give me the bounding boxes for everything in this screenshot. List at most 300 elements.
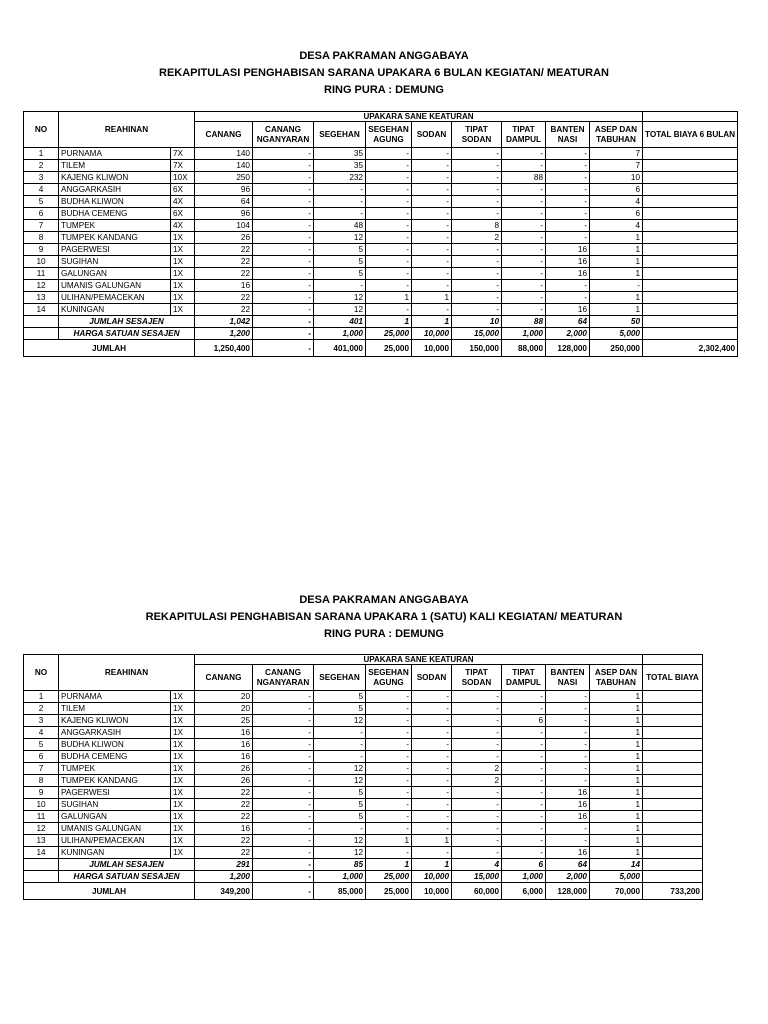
row-frequency: 1X — [171, 811, 195, 823]
row-value: - — [502, 763, 546, 775]
row-value: - — [366, 244, 412, 256]
row-value: - — [253, 787, 314, 799]
table-row — [24, 304, 738, 316]
row-total-empty — [643, 220, 738, 232]
jumlah-value: 349,200 — [195, 883, 253, 900]
row-total-empty — [643, 292, 738, 304]
row-value: - — [546, 715, 590, 727]
row-value: 2 — [452, 763, 502, 775]
table-row — [24, 232, 738, 244]
harga-satuan-value: - — [253, 328, 314, 340]
row-value: 12 — [314, 304, 366, 316]
row-frequency: 4X — [171, 196, 195, 208]
row-value: 1 — [590, 787, 643, 799]
header-rerahinan: REAHINAN — [59, 112, 195, 148]
header-col-5: TIPAT SODAN — [452, 665, 502, 691]
row-total-empty — [643, 847, 703, 859]
row-no: 13 — [24, 835, 59, 847]
row-name: TUMPEK KANDANG — [59, 232, 171, 244]
jumlah-row — [24, 340, 738, 357]
row-total-empty — [643, 691, 703, 703]
temple-title: RING PURA : DEMUNG — [324, 628, 444, 640]
table-row — [24, 172, 738, 184]
header-col-2: SEGEHAN — [314, 122, 366, 148]
header-col-6: TIPAT DAMPUL — [502, 122, 546, 148]
jumlah-value: 10,000 — [412, 883, 452, 900]
harga-satuan-value: 25,000 — [366, 328, 412, 340]
jumlah-sesajen-value: 88 — [502, 316, 546, 328]
row-value: 1 — [590, 763, 643, 775]
row-value: - — [412, 304, 452, 316]
row-name: BUDHA CEMENG — [59, 751, 171, 763]
row-value: - — [366, 208, 412, 220]
row-value: 140 — [195, 148, 253, 160]
row-no: 6 — [24, 208, 59, 220]
jumlah-value: 10,000 — [412, 340, 452, 357]
row-name: KAJENG KLIWON — [59, 172, 171, 184]
row-value: - — [412, 751, 452, 763]
row-value: - — [452, 172, 502, 184]
row-name: PURNAMA — [59, 691, 171, 703]
jumlah-sesajen-value: 64 — [546, 859, 590, 871]
row-value: 1 — [590, 811, 643, 823]
row-value: - — [452, 811, 502, 823]
row-value: - — [546, 703, 590, 715]
row-value: 1 — [590, 835, 643, 847]
table-row — [24, 751, 703, 763]
row-name: GALUNGAN — [59, 268, 171, 280]
header-col-7: BANTEN NASI — [546, 665, 590, 691]
row-value: 16 — [546, 256, 590, 268]
row-no: 1 — [24, 691, 59, 703]
row-frequency: 1X — [171, 715, 195, 727]
header-col-5: TIPAT SODAN — [452, 122, 502, 148]
row-value: - — [412, 220, 452, 232]
header-no: NO — [24, 655, 59, 691]
row-value: - — [502, 751, 546, 763]
row-value: - — [314, 196, 366, 208]
header-col-0: CANANG — [195, 665, 253, 691]
org-title: DESA PAKRAMAN ANGGABAYA — [299, 50, 469, 62]
table-row — [24, 292, 738, 304]
row-value: 35 — [314, 160, 366, 172]
row-value: - — [412, 811, 452, 823]
row-value: 1 — [590, 727, 643, 739]
jumlah-label: JUMLAH — [24, 883, 195, 900]
row-value: - — [502, 148, 546, 160]
table-row — [24, 208, 738, 220]
jumlah-sesajen-value: 85 — [314, 859, 366, 871]
harga-satuan-value: 15,000 — [452, 328, 502, 340]
row-value: - — [412, 775, 452, 787]
harga-satuan-value: 1,200 — [195, 871, 253, 883]
row-value: - — [366, 304, 412, 316]
recap-table — [23, 654, 703, 900]
row-value: 16 — [195, 280, 253, 292]
row-value: 16 — [546, 304, 590, 316]
table-row — [24, 811, 703, 823]
header-col-4: SODAN — [412, 665, 452, 691]
row-value: 22 — [195, 268, 253, 280]
table-row — [24, 775, 703, 787]
header-total-top — [643, 655, 703, 665]
row-value: - — [502, 196, 546, 208]
row-value: - — [546, 208, 590, 220]
table-row — [24, 847, 703, 859]
row-value: - — [253, 292, 314, 304]
jumlah-value: 1,250,400 — [195, 340, 253, 357]
row-value: - — [253, 811, 314, 823]
header-col-4: SODAN — [412, 122, 452, 148]
row-value: - — [412, 208, 452, 220]
row-value: - — [502, 727, 546, 739]
row-value: - — [546, 775, 590, 787]
row-value: - — [452, 280, 502, 292]
harga-satuan-value: 1,200 — [195, 328, 253, 340]
harga-satuan-value: 2,000 — [546, 871, 590, 883]
row-value: - — [502, 835, 546, 847]
row-value: - — [253, 703, 314, 715]
row-value: - — [366, 799, 412, 811]
row-value: - — [412, 244, 452, 256]
row-total-empty — [643, 184, 738, 196]
row-value: - — [546, 823, 590, 835]
row-no: 1 — [24, 148, 59, 160]
row-no: 7 — [24, 763, 59, 775]
row-value: - — [366, 739, 412, 751]
row-value: - — [253, 256, 314, 268]
row-value: - — [546, 160, 590, 172]
empty-cell — [24, 871, 59, 883]
jumlah-row — [24, 883, 703, 900]
row-value: 1 — [590, 232, 643, 244]
jumlah-sesajen-label: JUMLAH SESAJEN — [59, 859, 195, 871]
row-value: 96 — [195, 184, 253, 196]
row-value: - — [366, 691, 412, 703]
row-no: 12 — [24, 823, 59, 835]
row-frequency: 1X — [171, 292, 195, 304]
row-value: - — [253, 208, 314, 220]
empty-cell — [24, 328, 59, 340]
row-no: 10 — [24, 799, 59, 811]
row-value: - — [366, 847, 412, 859]
row-value: 16 — [546, 268, 590, 280]
row-value: 6 — [590, 208, 643, 220]
grand-total: 733,200 — [643, 883, 703, 900]
row-value: 5 — [314, 799, 366, 811]
jumlah-sesajen-value: 1 — [412, 859, 452, 871]
row-value: 16 — [546, 847, 590, 859]
jumlah-label: JUMLAH — [24, 340, 195, 357]
row-value: - — [502, 304, 546, 316]
row-value: - — [502, 775, 546, 787]
row-value: - — [452, 727, 502, 739]
row-value: 5 — [314, 787, 366, 799]
row-value: - — [546, 727, 590, 739]
empty-cell — [643, 871, 703, 883]
row-value: 12 — [314, 232, 366, 244]
row-value: - — [502, 823, 546, 835]
row-value: - — [253, 268, 314, 280]
row-no: 11 — [24, 811, 59, 823]
row-value: 16 — [195, 739, 253, 751]
row-value: 12 — [314, 763, 366, 775]
row-value: 12 — [314, 775, 366, 787]
row-value: - — [253, 715, 314, 727]
row-frequency: 7X — [171, 148, 195, 160]
row-value: 26 — [195, 775, 253, 787]
row-value: - — [412, 196, 452, 208]
row-no: 5 — [24, 196, 59, 208]
jumlah-value: 128,000 — [546, 340, 590, 357]
row-value: 22 — [195, 847, 253, 859]
row-value: 5 — [314, 268, 366, 280]
row-value: 64 — [195, 196, 253, 208]
row-value: - — [546, 691, 590, 703]
row-no: 8 — [24, 775, 59, 787]
row-value: - — [502, 184, 546, 196]
empty-cell — [24, 316, 59, 328]
report-title: REKAPITULASI PENGHABISAN SARANA UPAKARA 6 BULAN KEGIATAN/ MEATURAN — [159, 67, 609, 79]
row-no: 14 — [24, 847, 59, 859]
row-value: - — [452, 244, 502, 256]
jumlah-sesajen-value: 1 — [366, 316, 412, 328]
table-row — [24, 220, 738, 232]
row-value: 1 — [590, 304, 643, 316]
row-value: 16 — [546, 811, 590, 823]
row-value: - — [546, 292, 590, 304]
row-value: - — [452, 256, 502, 268]
row-value: - — [412, 691, 452, 703]
row-name: KUNINGAN — [59, 847, 171, 859]
row-value: - — [452, 799, 502, 811]
harga-satuan-value: 1,000 — [314, 328, 366, 340]
row-value: - — [314, 739, 366, 751]
row-value: - — [452, 196, 502, 208]
row-total-empty — [643, 208, 738, 220]
jumlah-sesajen-value: 64 — [546, 316, 590, 328]
row-value: - — [253, 835, 314, 847]
row-value: - — [253, 304, 314, 316]
table-row — [24, 823, 703, 835]
row-value: - — [366, 811, 412, 823]
row-value: - — [253, 232, 314, 244]
header-total-top — [643, 112, 738, 122]
table-row — [24, 763, 703, 775]
row-value: - — [366, 220, 412, 232]
header-upakara-group: UPAKARA SANE KEATURAN — [195, 655, 643, 665]
row-value: 1 — [590, 292, 643, 304]
row-value: - — [546, 196, 590, 208]
header-col-2: SEGEHAN — [314, 665, 366, 691]
row-value: 1 — [590, 847, 643, 859]
row-value: 20 — [195, 691, 253, 703]
row-total-empty — [643, 232, 738, 244]
row-value: - — [412, 739, 452, 751]
jumlah-sesajen-row — [24, 316, 738, 328]
row-total-empty — [643, 739, 703, 751]
row-value: 6 — [502, 715, 546, 727]
jumlah-sesajen-value: 4 — [452, 859, 502, 871]
harga-satuan-value: - — [253, 871, 314, 883]
row-total-empty — [643, 811, 703, 823]
row-value: - — [502, 691, 546, 703]
jumlah-sesajen-value: 6 — [502, 859, 546, 871]
row-value: - — [366, 148, 412, 160]
row-value: - — [314, 184, 366, 196]
header-col-0: CANANG — [195, 122, 253, 148]
header-total: TOTAL BIAYA 6 BULAN — [643, 122, 738, 148]
row-value: - — [253, 220, 314, 232]
table-row — [24, 739, 703, 751]
row-value: 22 — [195, 799, 253, 811]
row-name: ANGGARKASIH — [59, 727, 171, 739]
jumlah-value: - — [253, 883, 314, 900]
jumlah-sesajen-value: 1 — [412, 316, 452, 328]
header-col-3: SEGEHAN AGUNG — [366, 665, 412, 691]
row-no: 7 — [24, 220, 59, 232]
header-upakara-group: UPAKARA SANE KEATURAN — [195, 112, 643, 122]
row-value: - — [502, 208, 546, 220]
row-value: - — [412, 703, 452, 715]
row-total-empty — [643, 787, 703, 799]
row-value: - — [452, 787, 502, 799]
row-name: PAGERWESI — [59, 787, 171, 799]
row-total-empty — [643, 715, 703, 727]
header-col-1: CANANG NGANYARAN — [253, 122, 314, 148]
row-value: - — [546, 220, 590, 232]
row-no: 10 — [24, 256, 59, 268]
row-value: - — [253, 691, 314, 703]
row-no: 13 — [24, 292, 59, 304]
row-value: 1 — [590, 799, 643, 811]
harga-satuan-value: 10,000 — [412, 328, 452, 340]
row-value: - — [546, 751, 590, 763]
header-col-1: CANANG NGANYARAN — [253, 665, 314, 691]
row-value: - — [546, 739, 590, 751]
table-row — [24, 727, 703, 739]
row-value: 1 — [590, 715, 643, 727]
row-no: 6 — [24, 751, 59, 763]
row-total-empty — [643, 823, 703, 835]
jumlah-sesajen-value: 401 — [314, 316, 366, 328]
row-no: 2 — [24, 703, 59, 715]
row-value: 1 — [590, 691, 643, 703]
row-name: PAGERWESI — [59, 244, 171, 256]
row-value: - — [366, 751, 412, 763]
row-value: - — [412, 727, 452, 739]
row-value: 5 — [314, 244, 366, 256]
row-value: 1 — [366, 835, 412, 847]
row-value: 1 — [590, 244, 643, 256]
row-value: 1 — [590, 739, 643, 751]
row-value: - — [253, 739, 314, 751]
row-value: - — [452, 739, 502, 751]
row-value: 16 — [546, 799, 590, 811]
row-value: - — [452, 292, 502, 304]
row-frequency: 1X — [171, 835, 195, 847]
row-value: - — [502, 232, 546, 244]
row-value: - — [253, 847, 314, 859]
row-frequency: 10X — [171, 172, 195, 184]
row-value: - — [546, 280, 590, 292]
row-value: - — [546, 184, 590, 196]
row-value: 12 — [314, 715, 366, 727]
row-total-empty — [643, 148, 738, 160]
jumlah-sesajen-value: 1,042 — [195, 316, 253, 328]
table-row — [24, 184, 738, 196]
row-value: - — [502, 811, 546, 823]
harga-satuan-label: HARGA SATUAN SESAJEN — [59, 328, 195, 340]
org-title: DESA PAKRAMAN ANGGABAYA — [299, 594, 469, 606]
harga-satuan-value: 1,000 — [502, 871, 546, 883]
row-value: - — [546, 172, 590, 184]
row-value: 22 — [195, 292, 253, 304]
harga-satuan-value: 5,000 — [590, 871, 643, 883]
jumlah-value: 250,000 — [590, 340, 643, 357]
row-frequency: 1X — [171, 763, 195, 775]
row-value: - — [253, 763, 314, 775]
row-value: - — [366, 715, 412, 727]
row-value: 5 — [314, 691, 366, 703]
row-value: 4 — [590, 196, 643, 208]
row-value: - — [452, 715, 502, 727]
row-no: 3 — [24, 172, 59, 184]
row-value: 1 — [366, 292, 412, 304]
row-no: 4 — [24, 184, 59, 196]
row-value: 16 — [195, 727, 253, 739]
row-value: - — [502, 220, 546, 232]
header-total: TOTAL BIAYA — [643, 665, 703, 691]
harga-satuan-value: 2,000 — [546, 328, 590, 340]
row-value: - — [452, 823, 502, 835]
row-value: 2 — [452, 775, 502, 787]
row-value: - — [452, 691, 502, 703]
jumlah-value: 60,000 — [452, 883, 502, 900]
harga-satuan-label: HARGA SATUAN SESAJEN — [59, 871, 195, 883]
table-row — [24, 691, 703, 703]
row-total-empty — [643, 751, 703, 763]
recap-1-time — [0, 592, 768, 896]
row-total-empty — [643, 304, 738, 316]
row-value: 16 — [546, 244, 590, 256]
row-frequency: 1X — [171, 244, 195, 256]
row-name: TUMPEK — [59, 220, 171, 232]
row-value: - — [452, 847, 502, 859]
row-value: - — [366, 172, 412, 184]
row-frequency: 1X — [171, 799, 195, 811]
row-name: ULIHAN/PEMACEKAN — [59, 292, 171, 304]
row-value: - — [412, 256, 452, 268]
row-no: 4 — [24, 727, 59, 739]
jumlah-value: 85,000 — [314, 883, 366, 900]
row-value: 22 — [195, 304, 253, 316]
row-total-empty — [643, 703, 703, 715]
row-frequency: 1X — [171, 751, 195, 763]
table-row — [24, 244, 738, 256]
row-value: - — [412, 184, 452, 196]
row-value: - — [412, 763, 452, 775]
row-value: - — [314, 823, 366, 835]
table-row — [24, 148, 738, 160]
header-no: NO — [24, 112, 59, 148]
row-value: 96 — [195, 208, 253, 220]
row-total-empty — [643, 763, 703, 775]
jumlah-sesajen-value: 291 — [195, 859, 253, 871]
row-value: - — [412, 847, 452, 859]
row-value: - — [412, 715, 452, 727]
row-value: - — [452, 160, 502, 172]
